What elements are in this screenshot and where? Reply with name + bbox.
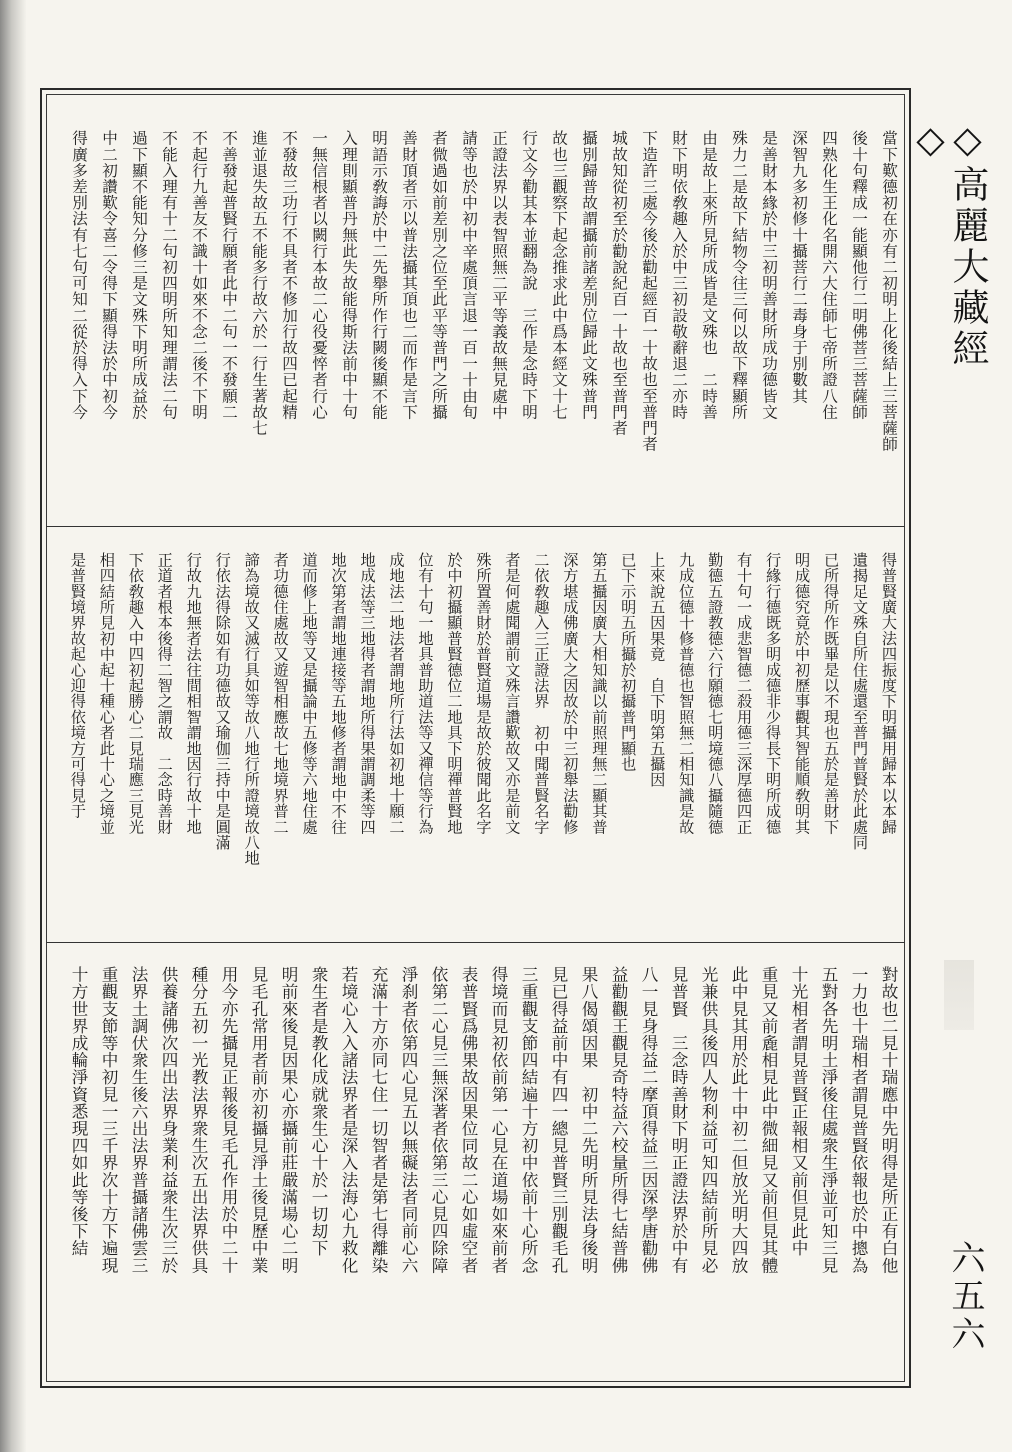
text-block-lower [56,966,896,1370]
text-column: 已下示明五所攝於初攝普門顯也 [619,552,638,772]
binding-shadow [0,0,26,1452]
text-column: 益勸觀王觀見奇特益六校量所得七結普佛 [609,966,628,1274]
text-column: 不善發起普賢行願者此中二句一不發願二 [220,130,238,420]
text-column: 勤德五證教德六行願德七明境德八攝隨德 [706,552,725,835]
header-title: ◇高麗大藏經◇ [909,118,989,370]
text-column: 道而修上地等又是攝論中五修等六地住處 [300,552,319,835]
text-column: 殊力二是故下結物令往三何以故下釋顯所 [730,130,748,420]
text-column: 重觀支節等中初見一三千界次十方下遍現 [99,966,118,1274]
text-column: 位有十句一地具普助道法等又禪信等行為 [416,552,435,835]
text-column: 攝別歸普故謂攝前諸差別位歸此文殊普門 [580,130,598,420]
text-column: 八一見身得益二摩頂得益三因深學唐勸佛 [639,966,658,1274]
text-column: 明前來後見因果心亦攝前莊嚴滿場心二明 [279,966,298,1274]
text-column: 十方世界成輪淨資悉現四如此等後下結 [69,966,88,1257]
text-column: 成地法二地法者謂地所行法如初地十願二 [387,552,406,835]
text-column: 對故也二見十瑞應中先明得是所正有白他 [879,966,898,1274]
text-column: 者是何處聞謂前文殊言讚歎故又亦是前文 [503,552,522,835]
text-column: 遺揭足文殊自所住處還至普門普賢於此處同 [851,552,870,851]
text-column: 於中初攝顯普賢德位二地具下明禪普賢地 [445,552,464,835]
text-column: 見已得益前中有四一總見普賢三別觀毛孔 [549,966,568,1274]
text-column: 表普賢爲佛果故因果位同故二心如虛空者 [459,966,478,1274]
text-column: 者功德住處故又遊智相應故七地境界普二 [271,552,290,835]
text-column: 光兼供具後四人物利益可知四結前所見必 [699,966,718,1274]
text-column: 九成位德十修普德也智照無二相知識是故 [677,552,696,835]
text-column: 下依敎趣入中四初起勝心二見瑞應三見光 [126,552,145,835]
text-column: 五對各先明土淨後住處衆生淨並可知三見 [819,966,838,1274]
faint-stamp-mark [944,960,974,1030]
text-block-middle [56,552,896,932]
text-column: 正道者根本後得二智之謂故 二念時善財 [155,552,174,835]
text-column: 故也三觀察下起念推求此中爲本經文十七 [550,130,568,420]
text-column: 一力也十瑞相者謂見普賢依報也於中摠為 [849,966,868,1274]
text-column: 若境心入入諸法界者是深入法海心九救化 [339,966,358,1274]
text-column: 善財頂者示以普法攝其頂也二而作是言下 [400,130,418,420]
text-column: 上來說五因果竟 自下明第五攝因 [648,552,667,788]
text-column: 不起行九善友不識十如來不念二後不下明 [190,130,208,420]
text-column: 下造許三處今後於勸起經百一十故也至普門者 [640,130,658,452]
text-column: 三重觀支節四結遍十方初中依前十心所念 [519,966,538,1274]
text-column: 一無信根者以闕行本故二心役憂悴者行心 [310,130,328,420]
text-column: 行文今勸其本並翻為說 三作是念時下明 [520,130,538,420]
register-divider-upper [46,526,905,527]
text-column: 得普賢廣大法四振度下明攝用歸本以本歸 [880,552,898,835]
text-column: 城故知從初至於勸說紀百一十故也至普門者 [610,130,628,436]
text-column: 是普賢境界故起心迎得依境方可得見于 [68,552,87,819]
text-column: 中二初讚歎令喜二令得下顯得法於中初今 [100,130,118,420]
text-column: 者微過如前差別之位至此平等普門之所攝 [430,130,448,420]
text-column: 不發故三功行不具者不修加行故四已起精 [280,130,298,420]
text-block-upper [56,130,896,514]
text-column: 不能入理有十二句初四明所知理謂法二句 [160,130,178,420]
text-column: 有十句一成悲智德二殺用德三深厚德四正 [735,552,754,835]
text-column: 依第二心見三無深著者依第三心見四除障 [429,966,448,1274]
text-column: 法界土調伏衆生後六出法界普攝諸佛雲三 [129,966,148,1274]
text-column: 已所得所作既畢是以不現也五於是善財下 [822,552,841,835]
page-number: 六五六 [945,1240,985,1354]
text-column: 進並退失故五不能多行故六於一行生著故七 [250,130,268,436]
text-column: 第五攝因廣大相知識以前照理無二顯其普 [590,552,609,835]
text-column: 正證法界以表智照無二平等義故無見處中 [490,130,508,420]
text-column: 明成德究竟於中初歷事觀其智能順敎明其 [793,552,812,835]
text-column: 行緣行德既多明成德非少得長下明所成德 [764,552,783,835]
text-column: 地成法等三地得者謂地所得果謂調柔等四 [358,552,377,835]
text-column: 重見又前麁相見此中微細見又前但見其體 [759,966,778,1274]
text-column: 供養諸佛次四出法界身業利益衆生次三於 [159,966,178,1274]
text-column: 明語示敎誨於中二先舉所作行闕後顯不能 [370,130,388,420]
text-column: 相四結所見初中起十種心者此十心之境並 [97,552,116,835]
text-column: 由是故上來所見所成皆是文殊也 二時善 [700,130,718,420]
text-column: 衆生者是教化成就衆生心十於一切刧下 [309,966,328,1257]
register-divider-lower [46,942,905,943]
text-column: 得廣多差別法有七句可知二從於得入下今 [70,130,88,420]
text-column: 用今亦先攝見正報後見毛孔作用於中二十 [219,966,238,1274]
text-column: 地次第者謂地連接等五地修者謂地中不往 [329,552,348,835]
text-column: 得境而見初依前第一心見在道場如來前者 [489,966,508,1274]
text-column: 當下歎德初在亦有二初明上化後結上三菩薩師 [880,130,898,452]
text-column: 見毛孔常用者前亦初攝見淨土後見歷中業 [249,966,268,1274]
text-column: 諦為境故又滅行具如等故八地行所證境故八地 [242,552,261,866]
text-column: 後十句釋成一能顯他行二明佛菩三菩薩師 [850,130,868,420]
text-column: 此中見其用於此十中初二但放光明大四放 [729,966,748,1274]
text-column: 種分五初一光教法界衆生次五出法界供具 [189,966,208,1274]
text-column: 過下顯不能知分修三是文殊下明所成益於 [130,130,148,420]
text-column: 果八偈頌因果 初中二先明所見法身後明 [579,966,598,1274]
text-column: 深智九多初修十攝菩行二毒身于別數其 [790,130,808,404]
text-column: 財下明依敎趣入於中三初設敬辭退二亦時 [670,130,688,420]
text-column: 淨刹者依第四心見五以無礙法者同前心六 [399,966,418,1274]
text-column: 殊所置善財於普賢道場是故於彼聞此名字 [474,552,493,835]
text-column: 是善財本緣於中三初明善財所成功德皆文 [760,130,778,420]
text-column: 充滿十方亦同七住一切智者是第七得離染 [369,966,388,1274]
text-column: 入理則顯普丹無此失故能得斯法前中十句 [340,130,358,420]
text-column: 四熟化生王化名開六大住師七帝所證八住 [820,130,838,420]
text-column: 二依敎趣入三正證法界 初中聞普賢名字 [532,552,551,835]
text-column: 行依法得除如有功德故又瑜伽三持中是圓滿 [213,552,232,851]
text-column: 行故九地無者法往間相智謂地因行故十地 [184,552,203,835]
text-column: 深方堪成佛廣大之因故於中三初舉法勸修 [561,552,580,835]
text-column: 十光相者謂見普賢正報相又前但見此中 [789,966,808,1257]
text-column: 請等也於中初中辛處頂言退一百一十由旬 [460,130,478,420]
text-column: 見普賢 三念時善財下明正證法界於中有 [669,966,688,1274]
